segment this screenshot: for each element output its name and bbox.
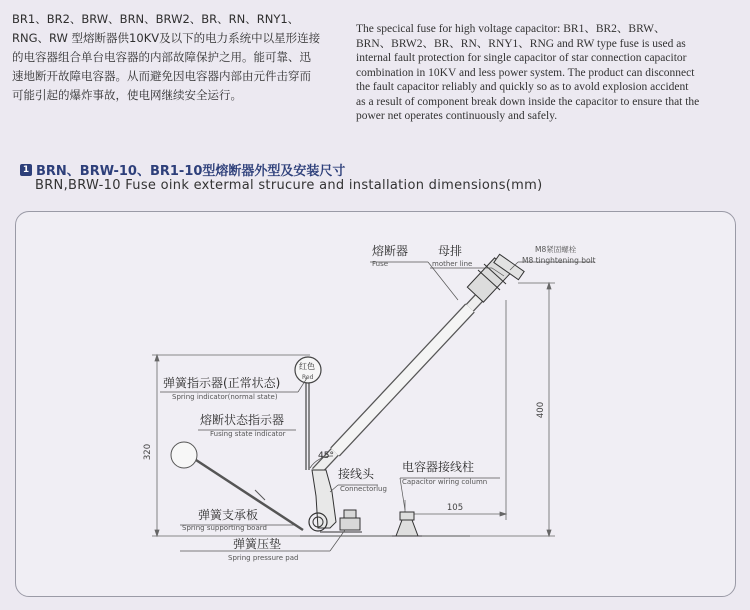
dimension-105-label: 105 [446,503,464,513]
intro-chinese-text: BR1、BR2、BRW、BRN、BRW2、BR、RN、RNY1、 RNG、RW 型熔断器供10KV及以下的电力系统中以星形连接 的电容器组合单台电容器的内部故障保护之用。能可靠、迅 速地断开故障电容器。从而避免因电容器内部由元件击穿而 可能引起的爆炸事故，使电网继续安全运行。 [12,12,321,102]
spring-indicator-label-en: Spring indicator(normal state) [172,393,278,401]
capacitor-column-label-en: Capacitor wiring column [402,478,488,486]
intro-english-text: The specical fuse for high voltage capacitor: BR1、BR2、BRW、 BRN、BRW2、BR、RN、RNY1、RNG and RW type fuse is used as internal fault protection for single capacitor of star connection capacitor combination in 10KV and less power system. The product can disconnect the fault capacitor reliably and quickly so as to avold explosion accident as a result of component break down inside the capacitor to ensure that the power net operates continuously and safely. [356,23,700,122]
connector-lug-label-en: Connectorlug [340,485,387,493]
spring-pad-label-cn: 弹簧压垫 [233,537,282,551]
spring-indicator-label-cn: 弹簧指示器(正常状态) [163,376,281,390]
mother-line-label-en: mother line [432,260,473,268]
fusing-indicator-label-en: Fusing state indicator [210,430,286,438]
spring-board-label-en: Spring supporting board [182,524,267,532]
spring-pad-label-en: Spring pressure pad [228,554,299,562]
capacitor-wiring-column [392,512,422,536]
fuse-label-en: Fuse [372,260,389,268]
angle-label: 45° [318,451,334,461]
connector-lug [309,470,336,531]
fuse-label-cn: 熔断器 [372,244,409,258]
red-label-cn: 红色 [299,362,315,371]
dimension-400-label: 400 [536,401,546,419]
red-label-en: Red [302,374,314,381]
mother-line-label-cn: 母排 [438,244,463,258]
bolt-label-cn: M8紧固螺栓 [535,245,577,254]
bolt-label-en: M8 tinghtening bolt [522,256,596,265]
section-title-text: BRN、BRW-10、BR1-10型熔断器外型及安装尺寸 [36,164,346,179]
dimension-105 [405,300,506,520]
dimension-320-label: 320 [143,443,153,461]
connector-lug-label-cn: 接线头 [338,467,375,481]
section-number-badge: 1 [20,164,32,176]
fuse-tube [316,258,511,472]
capacitor-column-label-cn: 电容器接线柱 [402,460,475,474]
spring-board-label-cn: 弹簧支承板 [198,508,259,522]
fusing-indicator-label-cn: 熔断状态指示器 [200,413,285,427]
section-subtitle: BRN,BRW-10 Fuse oink extermal strucure and installation dimensions(mm) [35,178,543,193]
